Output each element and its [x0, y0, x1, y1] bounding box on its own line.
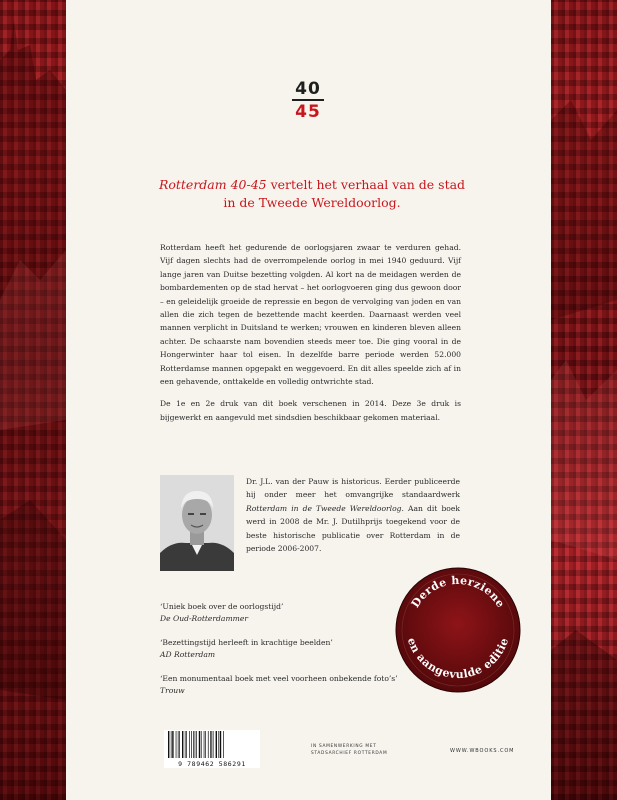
barcode-bar — [168, 731, 169, 758]
quote-source: De Oud-Rotterdammer — [160, 614, 248, 623]
barcode-bar — [205, 731, 206, 758]
author-photo — [160, 475, 234, 571]
city-skyline-silhouette — [0, 0, 66, 800]
barcode-bar — [179, 731, 180, 758]
barcode-bar — [199, 731, 200, 758]
barcode-bar — [195, 731, 196, 758]
bio-text-1: Dr. J.L. van der Pauw is historicus. Eerder publiceerde hij onder meer het omvangrijke standaardwerk — [246, 477, 460, 500]
left-city-photo-strip — [0, 0, 66, 800]
barcode-bar — [211, 731, 212, 758]
author-portrait — [160, 475, 234, 571]
intro-book-title: Rotterdam 40-45 — [158, 177, 267, 192]
collab-line-1: IN SAMENWERKING MET — [311, 744, 377, 749]
barcode-bar — [210, 731, 211, 758]
blurb-paragraph-2: De 1e en 2e druk van dit boek verschenen in 2014. Deze 3e druk is bijgewerkt en aangevuld met sindsdien beschikbaar gekomen materiaal. — [160, 399, 461, 422]
badge-line-1: Derde herziene — [408, 573, 508, 611]
logo-year-top: 40 — [295, 79, 321, 99]
barcode-bar — [213, 731, 214, 758]
barcode-bar — [196, 731, 197, 758]
barcode-bar — [216, 731, 217, 758]
barcode-bar — [178, 731, 179, 758]
barcode-bars — [164, 730, 260, 760]
isbn-barcode — [164, 730, 260, 768]
isbn-number: 9 789462 586291 — [178, 760, 246, 768]
collaboration-note — [311, 743, 401, 757]
barcode-bar — [208, 731, 209, 758]
badge-line-2: en aangevulde editie — [404, 636, 512, 682]
logo-divider — [292, 99, 324, 101]
barcode-bar — [189, 731, 190, 758]
edition-badge — [388, 560, 528, 700]
quote-text: ‘Uniek boek over de oorlogstijd’ — [160, 602, 284, 611]
logo-year-bottom: 45 — [295, 102, 321, 122]
blurb — [160, 241, 461, 433]
barcode-bar — [220, 731, 221, 758]
barcode-bar — [218, 731, 219, 758]
quote-source: AD Rotterdam — [160, 650, 216, 659]
barcode-bar — [191, 731, 192, 758]
right-city-photo-strip — [551, 0, 617, 800]
bio-text-2: . Aan dit boek werd in 2008 de Mr. J. Dutilhprijs toegekend voor de beste historische publicatie over Rotterdam in de periode 2006-2007. — [246, 503, 460, 554]
barcode-bar — [185, 731, 186, 758]
barcode-bar — [176, 731, 177, 758]
intro-line-2: in de Tweede Wereldoorlog. — [223, 195, 401, 210]
quote-source: Trouw — [160, 686, 185, 695]
barcode-bar — [186, 731, 187, 758]
barcode-bar — [172, 731, 173, 758]
quote-text: ‘Bezettingstijd herleeft in krachtige beelden’ — [160, 638, 333, 647]
intro-line-1-rest: vertelt het verhaal van de stad — [266, 177, 466, 192]
quote-text: ‘Een monumentaal boek met veel voorheen onbekende foto’s’ — [160, 674, 398, 683]
series-logo — [288, 80, 328, 121]
intro-line-1 — [142, 176, 482, 194]
intro-tagline — [142, 176, 482, 212]
barcode-bar — [201, 731, 202, 758]
barcode-bar — [171, 731, 172, 758]
barcode-bar — [223, 731, 224, 758]
barcode-bar — [204, 731, 205, 758]
barcode-bar — [182, 731, 183, 758]
publisher-url: WWW.WBOOKS.COM — [450, 748, 515, 754]
collab-line-2: STADSARCHIEF ROTTERDAM — [311, 751, 388, 756]
blurb-paragraph-1: Rotterdam heeft het gedurende de oorlogsjaren zwaar te verduren gehad. Vijf dagen slechts had de overrompelende oorlog in mei 1940 geduurd. Vijf lange jaren van Duitse bezetting volgden. Al kort na de meidagen werden de bombardementen op de stad hervat – het oorlogvoeren ging dus gewoon door – en geleidelijk groeide de repressie en begon de vervolging van joden en van allen die zich tegen de bezettende macht keerden. Daarnaast werden veel mannen verplicht in Duitsland te werken; vrouwen en kinderen bleven alleen achter. De schaarste nam bovendien steeds meer toe. Die ging vooral in de Hongerwinter haar tol eisen. In dezelfde barre periode werden 52.000 Rotterdamse mannen opgepakt en weggevoerd. En dit alles speelde zich af in een gehavende, onttakelde en volledig ontwrichte stad. — [160, 243, 461, 387]
author-bio — [246, 475, 460, 555]
bio-book-title: Rotterdam in de Tweede Wereldoorlog — [246, 503, 402, 513]
ruins-silhouette — [551, 0, 617, 800]
barcode-bar — [193, 731, 194, 758]
